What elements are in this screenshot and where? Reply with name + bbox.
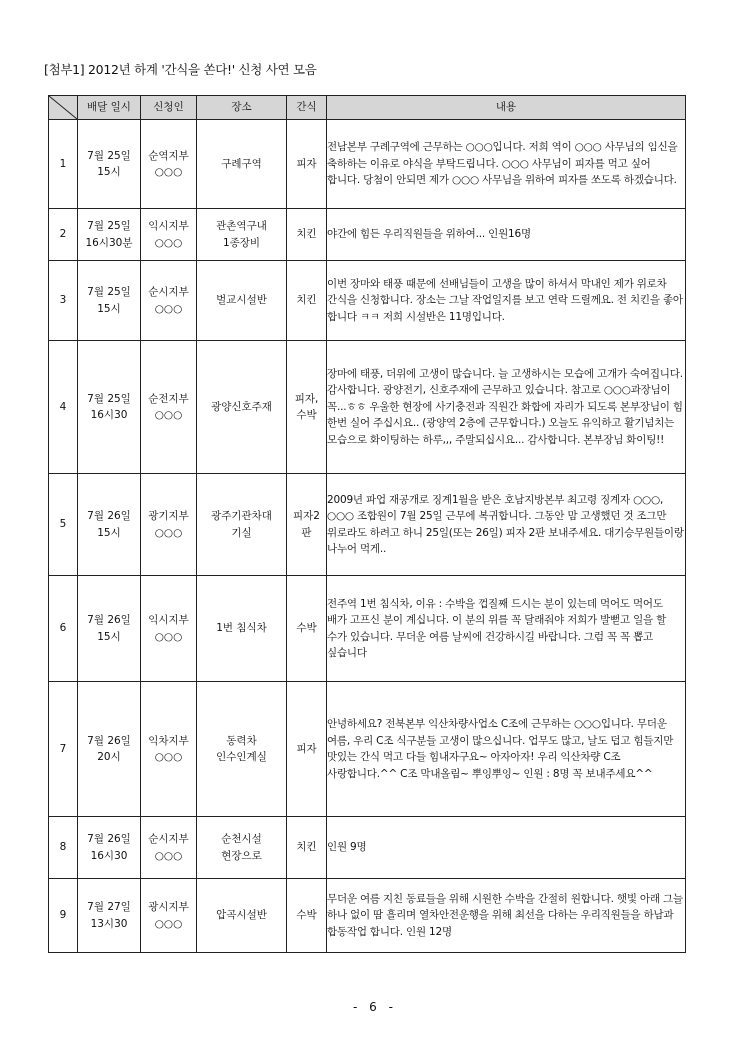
place-cell <box>197 341 287 474</box>
delivery-time: 20시 <box>97 751 121 763</box>
delivery-date: 7월 26일 <box>87 833 131 845</box>
snack-line-1: 피자 <box>296 157 317 170</box>
applicant-branch: 익시지부 <box>148 614 189 626</box>
snack-line-1: 수박 <box>296 909 317 922</box>
header-snack: 간식 <box>287 96 327 120</box>
snack-cell <box>287 576 327 682</box>
place-line-1: 광주기관차대 <box>211 510 272 522</box>
place-line-1: 압곡시설반 <box>216 909 267 922</box>
row-number: 6 <box>49 576 78 682</box>
delivery-time: 15시 <box>97 630 121 643</box>
table-row <box>49 261 686 341</box>
snack-line-1: 피자 <box>296 742 317 755</box>
snack-cell <box>287 341 327 474</box>
applicant-cell <box>141 879 197 953</box>
applicant-name: ○○○ <box>154 751 183 763</box>
delivery-date-cell <box>78 817 141 879</box>
snack-line-1: 치킨 <box>296 841 317 854</box>
table-row <box>49 120 686 209</box>
delivery-date: 7월 26일 <box>87 734 131 747</box>
content-cell: 장마에 태풍, 더위에 고생이 많습니다. 늘 고생하시는 모습에 고개가 숙여집니다. 감사합니다. 광양전기, 신호주재에 근무하고 있습니다. 참고로 ○○○과장님이 꼭...ㅎㅎ 우울한 현장에 사기충전과 직원간 화합에 자리가 되도록 본부장님이 힘 한번 실어 주십시요.. (광양역 2층에 근무합니다.) 오늘도 유익하고 활기넘치는 모습으로 화이팅하는 하루,,, 주말되십시요... 감사합니다. 본부장님 화이팅!! <box>327 341 686 474</box>
applicant-cell <box>141 120 197 209</box>
corner-header-cell <box>49 96 78 120</box>
delivery-date: 7월 26일 <box>87 510 131 522</box>
snack-cell <box>287 474 327 576</box>
content-cell: 전남본부 구례구역에 근무하는 ○○○입니다. 저희 역이 ○○○ 사무님의 임신을 축하하는 이유로 야식을 부탁드립니다. ○○○ 사무님이 피자를 먹고 싶어 합니다. 당첨이 안되면 제가 ○○○ 사무님을 위하여 피자를 쏘도록 하겠습니다. <box>327 120 686 209</box>
snack-line-1: 치킨 <box>296 228 317 241</box>
snack-cell <box>287 261 327 341</box>
delivery-date-cell <box>78 474 141 576</box>
row-number: 9 <box>49 879 78 953</box>
page-number: - 6 - <box>353 1000 397 1014</box>
delivery-date: 7월 25일 <box>87 220 131 232</box>
content-cell: 무더운 여름 지친 동료들을 위해 시원한 수박을 간절히 원합니다. 햇빛 아래 그늘 하나 없이 땀 흘리며 열차안전운행을 위해 최선을 다하는 우리직원들을 하남과 합동작업 합니다. 인원 12명 <box>327 879 686 953</box>
row-number: 8 <box>49 817 78 879</box>
applicant-branch: 순전지부 <box>148 392 189 405</box>
table-header-row <box>49 96 686 120</box>
delivery-time: 15시 <box>97 526 121 539</box>
header-applicant: 신청인 <box>141 96 197 120</box>
snack-line-2: 수박 <box>296 409 317 421</box>
delivery-date-cell <box>78 576 141 682</box>
place-line-2: 현장으로 <box>221 849 262 862</box>
content-cell: 안녕하세요? 전북본부 익산차량사업소 C조에 근무하는 ○○○입니다. 무더운 여름, 우리 C조 식구분들 고생이 많으십니다. 업무도 많고, 날도 덥고 힘들지만 맛있는 간식 먹고 다들 힘내자구요~ 아자아자! 우리 익산차량 C조 사랑합니다.^^ C조 막내올림~ 뿌잉뿌잉~ 인원 : 8명 꼭 보내주세요^^ <box>327 682 686 817</box>
snack-line-1: 치킨 <box>296 294 317 307</box>
delivery-date-cell <box>78 209 141 261</box>
delivery-time: 15시 <box>97 166 121 178</box>
place-line-1: 관촌역구내 <box>216 220 267 232</box>
delivery-time: 16시30 <box>90 849 128 862</box>
applicant-cell <box>141 576 197 682</box>
applicant-cell <box>141 817 197 879</box>
row-number: 5 <box>49 474 78 576</box>
content-cell: 야간에 힘든 우리직원들을 위하여... 인원16명 <box>327 209 686 261</box>
content-cell: 이번 장마와 태풍 때문에 선배님들이 고생을 많이 하셔서 막내인 제가 위로차 간식을 신청합니다. 장소는 그날 작업일지를 보고 연락 드릴께요. 전 치킨을 좋아 합니다 ㅋㅋ 저희 시설반은 11명입니다. <box>327 261 686 341</box>
header-date: 배달 일시 <box>78 96 141 120</box>
row-number: 2 <box>49 209 78 261</box>
snack-cell <box>287 817 327 879</box>
applicant-name: ○○○ <box>154 302 183 315</box>
delivery-date: 7월 25일 <box>87 149 131 162</box>
diagonal-line-icon <box>49 96 77 119</box>
snack-line-1: 피자2 <box>293 510 320 522</box>
delivery-date: 7월 27일 <box>87 901 131 913</box>
delivery-date-cell <box>78 261 141 341</box>
delivery-date-cell <box>78 341 141 474</box>
place-cell <box>197 817 287 879</box>
table-row <box>49 879 686 953</box>
applicant-name: ○○○ <box>154 526 183 539</box>
place-line-1: 1번 침식차 <box>216 622 267 635</box>
place-cell <box>197 261 287 341</box>
place-cell <box>197 576 287 682</box>
content-cell: 인원 9명 <box>327 817 686 879</box>
place-cell <box>197 879 287 953</box>
snack-line-2: 판 <box>301 526 312 539</box>
place-line-2: 인수인계실 <box>216 751 267 763</box>
snack-cell <box>287 682 327 817</box>
place-line-1: 동력차 <box>226 734 257 747</box>
applicant-cell <box>141 341 197 474</box>
place-line-1: 벌교시설반 <box>216 294 267 307</box>
delivery-date: 7월 25일 <box>87 286 131 298</box>
row-number: 7 <box>49 682 78 817</box>
applicant-name: ○○○ <box>154 236 183 249</box>
delivery-time: 16시30 <box>90 409 128 421</box>
applicant-branch: 광시지부 <box>148 901 189 913</box>
snack-cell <box>287 879 327 953</box>
row-number: 3 <box>49 261 78 341</box>
place-cell <box>197 120 287 209</box>
header-place: 장소 <box>197 96 287 120</box>
place-line-2: 1종장비 <box>222 236 261 249</box>
applicant-cell <box>141 209 197 261</box>
place-line-2: 기실 <box>231 526 252 539</box>
delivery-date: 7월 26일 <box>87 614 131 626</box>
applicant-branch: 순역지부 <box>148 149 189 162</box>
delivery-time: 13시30 <box>90 917 128 930</box>
applicant-cell <box>141 261 197 341</box>
row-number: 1 <box>49 120 78 209</box>
table-row <box>49 474 686 576</box>
table-row <box>49 817 686 879</box>
applicant-branch: 익시지부 <box>148 220 189 232</box>
table-row <box>49 209 686 261</box>
header-content: 내용 <box>327 96 686 120</box>
applicant-branch: 순시지부 <box>148 833 189 845</box>
table-row <box>49 682 686 817</box>
snack-cell <box>287 120 327 209</box>
delivery-date-cell <box>78 120 141 209</box>
applicant-branch: 순시지부 <box>148 286 189 298</box>
place-line-1: 광양신호주재 <box>211 400 272 413</box>
document-title: [첨부1] 2012년 하계 '간식을 쏜다!' 신청 사연 모음 <box>44 62 317 77</box>
submissions-table <box>48 95 686 953</box>
place-cell <box>197 474 287 576</box>
applicant-name: ○○○ <box>154 630 183 643</box>
content-cell: 전주역 1번 침식차, 이유 : 수박을 껍질째 드시는 분이 있는데 먹어도 먹어도 배가 고프신 분이 계십니다. 이 분의 위를 꼭 달래줘야 저희가 발뻗고 일을 할 수가 있습니다. 무더운 여름 날씨에 건강하시길 바랍니다. 그럼 꼭 꼭 뽑고 싶습니다 <box>327 576 686 682</box>
applicant-cell <box>141 474 197 576</box>
place-cell <box>197 682 287 817</box>
row-number: 4 <box>49 341 78 474</box>
applicant-name: ○○○ <box>154 166 183 178</box>
delivery-date: 7월 25일 <box>87 392 131 405</box>
delivery-date-cell <box>78 879 141 953</box>
applicant-name: ○○○ <box>154 849 183 862</box>
place-line-1: 구례구역 <box>221 157 262 170</box>
applicant-branch: 익차지부 <box>148 734 189 747</box>
table-row <box>49 576 686 682</box>
table-row <box>49 341 686 474</box>
applicant-name: ○○○ <box>154 917 183 930</box>
place-line-1: 순천시설 <box>221 833 262 845</box>
snack-line-1: 피자, <box>294 392 319 405</box>
applicant-branch: 광기지부 <box>148 510 189 522</box>
content-cell: 2009년 파업 재공개로 징계1월을 받은 호남지방본부 최고령 징계자 ○○○, ○○○ 조합원이 7월 25일 근무에 복귀합니다. 그동안 맘 고생했던 것 조그만 위로라도 하려고 하니 25일(또는 26일) 피자 2판 보내주세요. 대기승무원들이랑 나누어 먹게.. <box>327 474 686 576</box>
delivery-date-cell <box>78 682 141 817</box>
delivery-time: 16시30분 <box>85 236 133 249</box>
place-cell <box>197 209 287 261</box>
applicant-name: ○○○ <box>154 409 183 421</box>
snack-line-1: 수박 <box>296 622 317 635</box>
applicant-cell <box>141 682 197 817</box>
delivery-time: 15시 <box>97 302 121 315</box>
snack-cell <box>287 209 327 261</box>
